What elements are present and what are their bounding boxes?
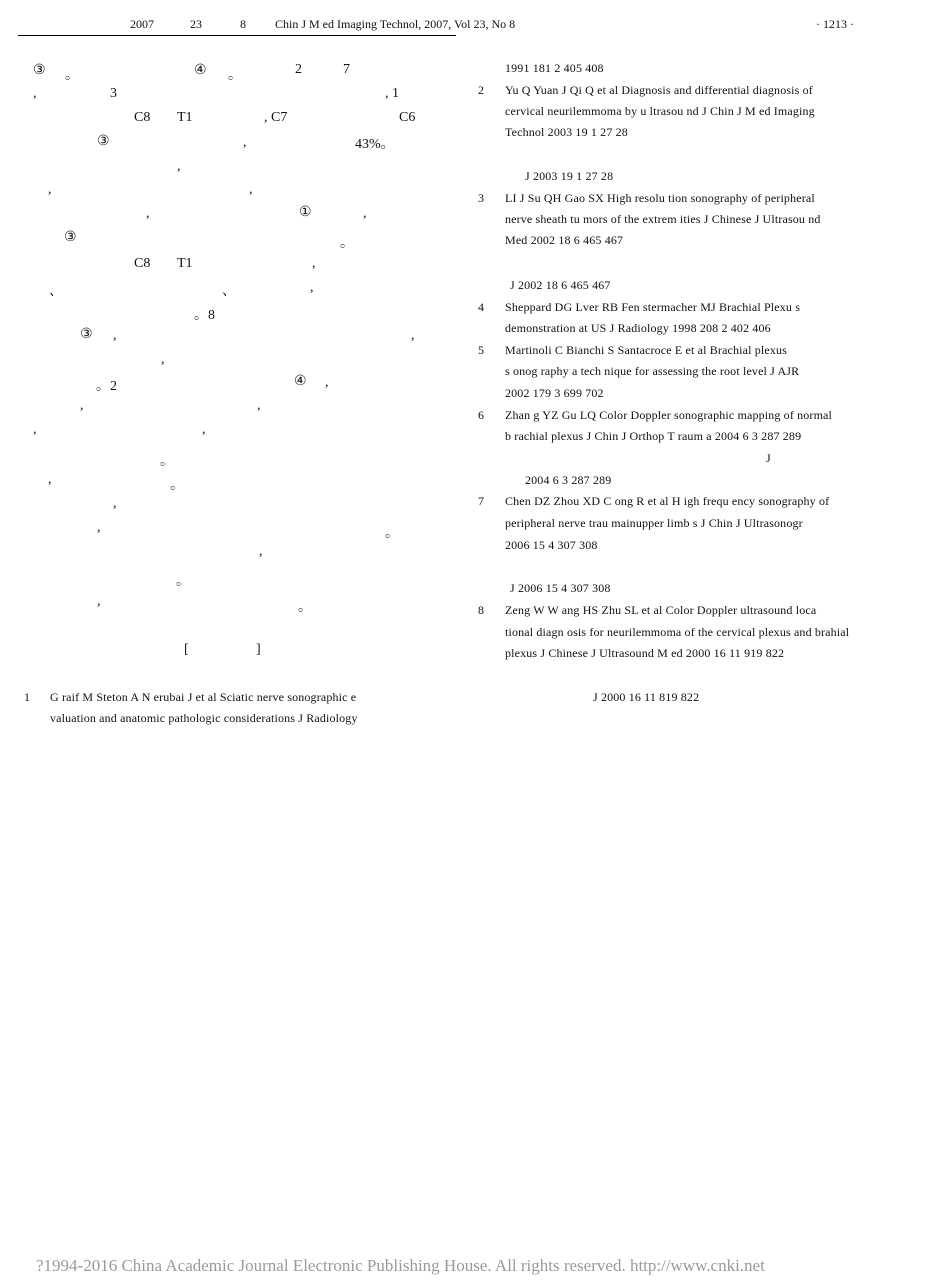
header-volume: 23 [190,17,202,31]
body-fragment: , [33,86,37,101]
reference-line: valuation and anatomic pathologic considerations J Radiology [50,711,358,725]
reference-number: 7 [478,494,484,508]
reference-line: G raif M Steton A N erubai J et al Sciatic nerve sonographic e [50,690,357,704]
reference-line: Technol 2003 19 1 27 28 [505,125,628,139]
reference-number: 3 [478,191,484,205]
reference-line: Martinoli C Bianchi S Santacroce E et al Brachial plexus [505,343,787,357]
body-fragment: , [202,422,206,437]
body-fragment: , [363,206,367,221]
body-fragment: , [113,496,117,511]
body-fragment: , [177,159,181,174]
body-fragment: 。 [298,600,312,615]
body-fragment: , [257,398,261,413]
body-fragment: 、 [222,284,236,299]
reference-number: 5 [478,343,484,357]
body-fragment: 。 [340,236,354,251]
section-bracket-open: [ [184,642,189,657]
reference-line: J 2002 18 6 465 467 [510,278,611,292]
reference-number: 8 [478,603,484,617]
reference-line: J 2006 15 4 307 308 [510,581,611,595]
body-fragment: 7 [343,62,350,77]
body-fragment: C8 [134,256,151,271]
reference-number: 6 [478,408,484,422]
body-fragment: ③ [64,230,77,245]
reference-line: s onog raphy a tech nique for assessing the root level J AJR [505,364,800,378]
body-fragment: ③ [33,63,46,78]
body-fragment: 3 [110,86,117,101]
reference-line: J 2000 16 11 819 822 [593,690,700,704]
header-rule [18,35,456,36]
body-fragment: , [312,256,316,271]
body-fragment: 。8 [194,308,215,323]
body-fragment: 43%。 [355,137,395,152]
reference-number: 1 [24,690,30,704]
reference-line: Sheppard DG Lver RB Fen stermacher MJ Brachial Plexu s [505,300,801,314]
body-fragment: ④ [294,374,307,389]
body-fragment: 。 [65,68,79,83]
reference-line: 2002 179 3 699 702 [505,386,604,400]
header-page-number: · 1213 · [816,17,854,31]
reference-line: 2006 15 4 307 308 [505,538,598,552]
reference-line: J 2003 19 1 27 28 [525,169,614,183]
reference-line: b rachial plexus J Chin J Orthop T raum a 2004 6 3 287 289 [505,429,802,443]
body-fragment: 。 [385,526,399,541]
body-fragment: T1 [177,256,193,271]
body-fragment: 。 [160,454,174,469]
section-bracket-close: ] [256,642,261,657]
body-fragment: , [310,280,314,295]
body-fragment: , [146,206,150,221]
body-fragment: ④ [194,63,207,78]
reference-line: Zeng W W ang HS Zhu SL et al Color Doppler ultrasound loca [505,603,817,617]
reference-line: peripheral nerve trau mainupper limb s J Chin J Ultrasonogr [505,516,803,530]
reference-line: Zhan g YZ Gu LQ Color Doppler sonographic mapping of normal [505,408,833,422]
body-fragment: 。 [170,478,184,493]
body-fragment: , [48,182,52,197]
body-fragment: , 1 [385,86,399,101]
body-fragment: C6 [399,110,416,125]
reference-line: Med 2002 18 6 465 467 [505,233,624,247]
body-fragment: , [325,375,329,390]
body-fragment: ① [299,205,312,220]
reference-line: plexus J Chinese J Ultrasound M ed 2000 16 11 919 822 [505,646,785,660]
reference-line: Chen DZ Zhou XD C ong R et al H igh frequ ency sonography of [505,494,830,508]
body-fragment: C8 [134,110,151,125]
body-fragment: , [80,398,84,413]
reference-line: cervical neurilemmoma by u ltrasou nd J Chin J M ed Imaging [505,104,815,118]
body-fragment: 2 [295,62,302,77]
header-issue: 8 [240,17,246,31]
body-fragment: ③ [80,327,93,342]
body-fragment: , [33,422,37,437]
reference-line: nerve sheath tu mors of the extrem ities J Chinese J Ultrasou nd [505,212,821,226]
body-fragment: , C7 [264,110,288,125]
reference-continuation: 1991 181 2 405 408 [505,61,604,75]
body-fragment: , [97,520,101,535]
body-fragment: , [249,182,253,197]
body-fragment: 。 [176,574,190,589]
body-fragment: , [243,135,247,150]
reference-line: demonstration at US J Radiology 1998 208 2 402 406 [505,321,771,335]
body-fragment: ③ [97,134,110,149]
body-fragment: T1 [177,110,193,125]
reference-line: tional diagn osis for neurilemmoma of the cervical plexus and brahial [505,625,850,639]
body-fragment: 、 [49,284,63,299]
body-fragment: , [48,472,52,487]
body-fragment: 。2 [96,379,117,394]
header-journal-line: Chin J M ed Imaging Technol, 2007, Vol 23, No 8 [275,17,516,31]
body-fragment: , [113,328,117,343]
reference-line: LI J Su QH Gao SX High resolu tion sonography of peripheral [505,191,815,205]
body-fragment: , [411,328,415,343]
reference-number: 2 [478,83,484,97]
reference-line: J [766,451,771,465]
reference-line: 2004 6 3 287 289 [525,473,612,487]
body-fragment: 。 [228,68,242,83]
reference-line: Yu Q Yuan J Qi Q et al Diagnosis and differential diagnosis of [505,83,813,97]
body-fragment: , [259,544,263,559]
body-fragment: , [97,594,101,609]
copyright-footer: ?1994-2016 China Academic Journal Electronic Publishing House. All rights reserved. http://www.cnki.net [36,1256,765,1275]
header-year: 2007 [130,17,154,31]
reference-number: 4 [478,300,484,314]
body-fragment: , [161,352,165,367]
